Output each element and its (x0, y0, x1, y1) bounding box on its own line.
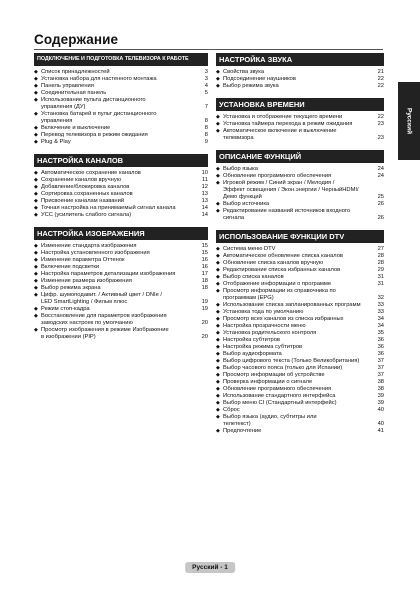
toc-page-number: 17 (201, 271, 208, 277)
page-footer: Русский - 1 (185, 562, 235, 573)
toc-page-number: 8 (204, 118, 208, 124)
toc-page-number: 5 (204, 90, 208, 96)
toc-page-number: 41 (377, 428, 384, 434)
toc-page-number: 16 (201, 264, 208, 270)
toc-page-number: 3 (204, 69, 208, 75)
toc-entry-title: Использование списка запланированных программ (223, 302, 361, 308)
toc-page-number: 19 (201, 299, 208, 305)
toc-entry-title: Настройка параметров детализации изображения (41, 271, 176, 277)
toc-entry-title: Выбор часового пояса (только для Испании) (223, 365, 343, 371)
toc-entry-title: Выбор режима экрана (41, 285, 101, 291)
toc-entry[interactable] (216, 302, 384, 309)
toc-page-number: 40 (377, 421, 384, 427)
toc-entry-title: Автоматическое обновление списка каналов (223, 253, 343, 259)
toc-section (216, 98, 384, 142)
toc-section (34, 154, 208, 219)
toc-entry[interactable] (34, 292, 208, 306)
toc-entry-title: Настройка установленного изображения (41, 250, 150, 256)
toc-page-number: 40 (377, 407, 384, 413)
toc-entry-title-continued: сигнала (223, 215, 245, 221)
title-divider (34, 49, 383, 50)
toc-entry[interactable] (34, 177, 208, 184)
toc-page-number: 14 (201, 205, 208, 211)
toc-page-number: 21 (377, 69, 384, 75)
toc-entry-title-continued: LED SmartLighting / Фильм плюс (41, 299, 128, 305)
toc-entry[interactable] (34, 264, 208, 271)
toc-page-number: 12 (201, 184, 208, 190)
toc-page-number: 31 (377, 274, 384, 280)
toc-page-number: 33 (377, 302, 384, 308)
toc-entry-title: Установка набора для настенного монтажа (41, 76, 157, 82)
toc-entry[interactable] (34, 83, 208, 90)
toc-entry[interactable] (34, 76, 208, 83)
toc-entry[interactable] (34, 278, 208, 285)
toc-page-number: 26 (377, 215, 384, 221)
toc-entry[interactable] (216, 208, 384, 222)
toc-page-number: 39 (377, 393, 384, 399)
toc-entry[interactable] (34, 306, 208, 313)
toc-entry-title: УСС (усилитель слабого сигнала) (41, 212, 132, 218)
toc-entry-title: Присвоение каналам названий (41, 198, 125, 204)
toc-entry-title: Выбор меню CI (Стандартный интерфейс) (223, 400, 337, 406)
toc-page-number: 18 (201, 285, 208, 291)
toc-entry[interactable] (216, 173, 384, 180)
toc-page-number: 23 (377, 135, 384, 141)
toc-page-number: 22 (377, 83, 384, 89)
toc-entry[interactable] (216, 407, 384, 414)
toc-page-number: 9 (204, 139, 208, 145)
toc-page-number: 28 (377, 260, 384, 266)
toc-entry-title: Обновление списка каналов вручную (223, 260, 324, 266)
toc-entry-title: Сохранение каналов вручную (41, 177, 122, 183)
toc-entry[interactable] (216, 267, 384, 274)
toc-entry-title: Обновление программного обеспечения (223, 173, 332, 179)
toc-section (34, 53, 208, 146)
left-column (34, 53, 208, 349)
toc-entry-title-continued: телетекст) (223, 421, 251, 427)
toc-entry[interactable] (34, 111, 208, 125)
toc-entry-title: Отображение информации о программе (223, 281, 332, 287)
section-header: НАСТРОЙКА ИЗОБРАЖЕНИЯ (34, 227, 208, 240)
toc-entry-title: Изменение параметра Оттенок (41, 257, 125, 263)
toc-page-number: 15 (201, 250, 208, 256)
toc-page-number: 25 (377, 194, 384, 200)
toc-entry[interactable] (34, 243, 208, 250)
toc-page-number: 8 (204, 125, 208, 131)
toc-entry-title: Выбор языка (аудио, субтитры или (223, 414, 317, 420)
toc-entry[interactable] (216, 180, 384, 201)
toc-entry[interactable] (34, 205, 208, 212)
section-header: НАСТРОЙКА ЗВУКА (216, 53, 384, 66)
toc-entry-title: Выбор списка каналов (223, 274, 284, 280)
toc-entry-title: Просмотр всех каналов из списка избранных (223, 316, 344, 322)
language-side-tab (398, 82, 420, 160)
toc-page-number: 29 (377, 267, 384, 273)
toc-entry-title: Выбор аудиоформата (223, 351, 282, 357)
toc-entry[interactable] (34, 198, 208, 205)
toc-entry-title: Редактирование списка избранных каналов (223, 267, 341, 273)
toc-entry[interactable] (216, 281, 384, 288)
toc-entry-title: Предпочтение (223, 428, 262, 434)
toc-entry[interactable] (34, 139, 208, 146)
toc-entry-title: Выбор цифрового текста (Только Великобритания) (223, 358, 360, 364)
toc-page-number: 19 (201, 306, 208, 312)
toc-section (216, 230, 384, 435)
toc-entry-title: Соединительная панель (41, 90, 107, 96)
toc-entry[interactable] (216, 76, 384, 83)
toc-entry-title-continued: программам (EPG) (223, 295, 274, 301)
toc-entry-title-continued: Эффект освещения / Экон.энергии / ЧерныйHDMI/ (223, 187, 359, 193)
toc-section (216, 150, 384, 222)
toc-entry[interactable] (216, 121, 384, 128)
toc-entry[interactable] (34, 257, 208, 264)
side-tab-label: Русский (405, 107, 413, 135)
toc-entry-title: Восстановление для параметров изображения (41, 313, 167, 319)
toc-page-number: 24 (377, 166, 384, 172)
toc-entry[interactable] (216, 372, 384, 379)
toc-entry-title: Сортировка сохраненных каналов (41, 191, 133, 197)
toc-page-number: 16 (201, 257, 208, 263)
toc-entry[interactable] (34, 327, 208, 341)
toc-entry-title: Просмотр изображения в режиме Изображение (41, 327, 169, 333)
right-column (216, 53, 384, 443)
toc-entry[interactable] (216, 379, 384, 386)
toc-entry[interactable] (34, 132, 208, 139)
toc-entry[interactable] (216, 288, 384, 302)
toc-page-number: 35 (377, 330, 384, 336)
toc-page-number: 14 (201, 212, 208, 218)
toc-entry-title: Изменение стандарта изображения (41, 243, 137, 249)
toc-page-number: 24 (377, 173, 384, 179)
toc-page-number: 11 (202, 177, 208, 183)
toc-entry[interactable] (216, 274, 384, 281)
toc-entry[interactable] (216, 351, 384, 358)
toc-entry-title: Изменение размера изображения (41, 278, 132, 284)
toc-page-number: 31 (377, 281, 384, 287)
toc-page-number: 32 (377, 295, 384, 301)
toc-entry-title-continued: в изображении (PIP) (41, 334, 96, 340)
toc-entry-title-continued: заводских настроек по умолчанию (41, 320, 133, 326)
section-header: НАСТРОЙКА КАНАЛОВ (34, 154, 208, 167)
toc-entry[interactable] (34, 191, 208, 198)
toc-entry-title: Выбор источника (223, 201, 270, 207)
toc-entry[interactable] (34, 90, 208, 97)
page-title: Содержание (34, 32, 119, 47)
toc-section (216, 53, 384, 90)
toc-entry[interactable] (216, 400, 384, 407)
toc-page-number: 36 (377, 337, 384, 343)
toc-entry-title-continued: телевизора (223, 135, 254, 141)
toc-entry-title: Подсоединение наушников (223, 76, 296, 82)
toc-entry[interactable] (34, 271, 208, 278)
toc-page-number: 22 (377, 76, 384, 82)
toc-page-number: 33 (377, 309, 384, 315)
toc-entry-title: Установка родительского контроля (223, 330, 317, 336)
toc-entry[interactable] (34, 212, 208, 219)
toc-entry-title: Свойства звука (223, 69, 265, 75)
toc-entry[interactable] (216, 386, 384, 393)
toc-entry[interactable] (216, 428, 384, 435)
toc-entry-title: Добавление/блокировка каналов (41, 184, 130, 190)
toc-entry-title: Выбор языка (223, 166, 258, 172)
toc-page-number: 10 (201, 170, 208, 176)
toc-entry-title: Включение подсветки (41, 264, 100, 270)
toc-entry-title: Выбор режима звука (223, 83, 279, 89)
toc-page-number: 18 (201, 278, 208, 284)
toc-page-number: 15 (201, 243, 208, 249)
toc-entry-title: Обновление программного обеспечения (223, 386, 332, 392)
section-header: ИСПОЛЬЗОВАНИЕ ФУНКЦИИ DTV (216, 230, 384, 243)
toc-entry-title: Включение и выключение (41, 125, 111, 131)
toc-entry-title: Использование пульта дистанционного (41, 97, 146, 103)
toc-page-number: 37 (377, 365, 384, 371)
toc-entry[interactable] (216, 128, 384, 142)
toc-page-number: 38 (377, 386, 384, 392)
toc-entry-title: Игровой режим / Синий экран / Мелодия / (223, 180, 335, 186)
toc-entry-title-continued: Демо функций (223, 194, 262, 200)
toc-page-number: 13 (201, 198, 208, 204)
toc-entry[interactable] (216, 253, 384, 260)
toc-page-number: 7 (204, 104, 208, 110)
toc-entry-title: Установка таймера перехода в режим ожидания (223, 121, 353, 127)
toc-page-number: 27 (377, 246, 384, 252)
toc-entry-title: Список принадлежностей (41, 69, 110, 75)
toc-page-number: 39 (377, 400, 384, 406)
toc-entry[interactable] (216, 358, 384, 365)
section-header: ПОДКЛЮЧЕНИЕ И ПОДГОТОВКА ТЕЛЕВИЗОРА К РАБОТЕ (34, 53, 208, 66)
toc-entry-title: Просмотр информации об устройстве (223, 372, 325, 378)
toc-entry[interactable] (216, 69, 384, 76)
section-header: УСТАНОВКА ВРЕМЕНИ (216, 98, 384, 111)
section-header: ОПИСАНИЕ ФУНКЦИЙ (216, 150, 384, 163)
toc-entry[interactable] (216, 309, 384, 316)
toc-entry-title: Установка и отображение текущего времени (223, 114, 343, 120)
toc-entry-title: Автоматическое сохранение каналов (41, 170, 141, 176)
toc-entry-title: Точная настройка на принимаемый сигнал канала (41, 205, 176, 211)
toc-entry[interactable] (216, 344, 384, 351)
toc-entry[interactable] (216, 316, 384, 323)
toc-entry-title: Панель управления (41, 83, 94, 89)
toc-page-number: 38 (377, 379, 384, 385)
toc-entry[interactable] (216, 260, 384, 267)
toc-page-number: 36 (377, 344, 384, 350)
toc-entry[interactable] (216, 337, 384, 344)
toc-entry-title: Перевод телевизора в режим ожидания (41, 132, 148, 138)
toc-entry-title: Сброс (223, 407, 240, 413)
toc-page-number: 22 (377, 114, 384, 120)
toc-entry[interactable] (216, 393, 384, 400)
toc-entry[interactable] (216, 330, 384, 337)
toc-entry-title: Установка батарей в пульт дистанционного (41, 111, 157, 117)
toc-page-number: 20 (201, 334, 208, 340)
toc-entry-title: Настройка прозрачности меню (223, 323, 306, 329)
toc-page-number: 34 (377, 316, 384, 322)
toc-entry[interactable] (34, 313, 208, 327)
toc-entry[interactable] (216, 414, 384, 428)
toc-entry-title: Автоматическое включение и выключение (223, 128, 337, 134)
toc-page-number: 37 (377, 358, 384, 364)
toc-entry-title: Настройка режима субтитров (223, 344, 303, 350)
toc-page-number: 26 (377, 201, 384, 207)
toc-entry[interactable] (216, 365, 384, 372)
toc-entry-title: Система меню DTV (223, 246, 276, 252)
toc-entry-title: Цифр. шумоподавит. / Активный цвет / DNIe / (41, 292, 162, 298)
toc-page-number: 28 (377, 253, 384, 259)
toc-entry-title: Редактирование названий источников входного (223, 208, 351, 214)
toc-entry[interactable] (216, 114, 384, 121)
toc-page-number: 8 (204, 132, 208, 138)
toc-entry[interactable] (34, 285, 208, 292)
toc-entry[interactable] (34, 170, 208, 177)
toc-page-number: 23 (377, 121, 384, 127)
toc-entry-title-continued: управления (ДУ) (41, 104, 86, 110)
toc-entry-title: Настройка субтитров (223, 337, 280, 343)
toc-entry-title: Использование стандартного интерфейса (223, 393, 336, 399)
toc-entry[interactable] (216, 323, 384, 330)
toc-entry-title: Проверка информации о сигнале (223, 379, 313, 385)
toc-entry[interactable] (216, 201, 384, 208)
toc-page-number: 20 (201, 320, 208, 326)
toc-entry[interactable] (34, 69, 208, 76)
toc-entry-title: Просмотр информации из справочника по (223, 288, 336, 294)
toc-page-number: 34 (377, 323, 384, 329)
toc-entry[interactable] (216, 246, 384, 253)
toc-page-number: 3 (204, 76, 208, 82)
toc-entry-title: Plug & Play (41, 139, 71, 145)
toc-entry-title-continued: управления (41, 118, 73, 124)
toc-page-number: 4 (204, 83, 208, 89)
toc-entry[interactable] (216, 166, 384, 173)
toc-entry-title: Установка тода по умолчанию (223, 309, 304, 315)
toc-entry[interactable] (34, 184, 208, 191)
toc-entry-title: Режим стоп-кадра (41, 306, 90, 312)
toc-entry[interactable] (216, 83, 384, 90)
toc-page-number: 37 (377, 372, 384, 378)
toc-page-number: 36 (377, 351, 384, 357)
toc-page-number: 13 (201, 191, 208, 197)
toc-section (34, 227, 208, 341)
toc-entry[interactable] (34, 250, 208, 257)
toc-entry[interactable] (34, 125, 208, 132)
toc-entry[interactable] (34, 97, 208, 111)
